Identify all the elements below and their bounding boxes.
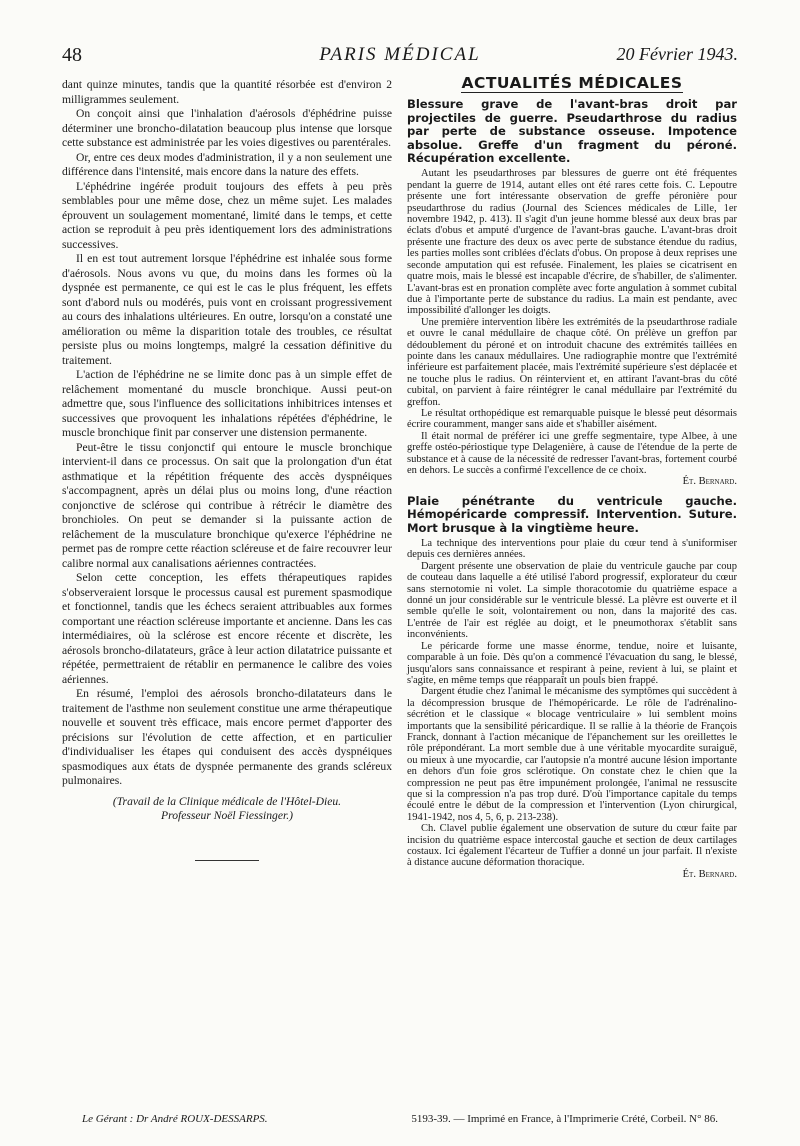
body-paragraph: Il en est tout autrement lorsque l'éphédrine est inhalée sous forme d'aérosols. Nous avons vu que, du moins dans les formes où la dyspnée est permanente, ce qui est le cas le plus fréquent, les effets sont d'abord nuls ou modérés, puis vont en croissant progressivement au cours des inhalations ultérieures. En outre, lorsqu'on a constaté une amélioration ou même la disparition totale des troubles, ce résultat persiste plus ou moins longtemps, malgré la cessation définitive du traitement. — [62, 252, 392, 367]
article-paragraph: Dargent présente une observation de plaie du ventricule gauche par coup de couteau dans laquelle a été utilisé l'abord progressif, explorateur du cœur sans sternotomie ni volet. La simple thoracotomie du quatrième espace a donné un jour considérable sur le ventricule blessé. La plèvre est ouverte et il semble qu'elle le soit, volontairement ou non, dans la majorité des cas. L'entrée de l'air est réglée au doigt, et le pneumothorax s'établit sans inconvénients. — [407, 560, 737, 641]
page-header — [62, 44, 738, 72]
article-paragraph: Autant les pseudarthroses par blessures de guerre ont été fréquentes pendant la guerre de 1914, autant elles ont été rares cette fois. C. Lepoutre présente une fort intéressante observation de greffe péronière pour pseudarthrose du radius (Journal des Sciences médicales de Lille, 1er novembre 1942, p. 413). Il s'agit d'un jeune homme blessé aux deux bras par éclats d'obus et amputé d'urgence de l'avant-bras gauche. L'avant-bras droit présente une fracture des deux os avec perte de substance étendue du radius, les parties molles sont criblées d'éclats d'obus. On propose à deux reprises une seconde amputation qui est refusée. Finalement, les plaies se cicatrisent en quatre mois, mais le blessé est incapable d'écrire, de s'habiller, de s'alimenter. L'avant-bras est en pronation complète avec forte angulation à sommet cubital due à l'importante perte de substance du radius. La main est pendante, avec impossibilité d'allonger les doigts. — [407, 168, 737, 317]
body-paragraph: L'action de l'éphédrine ne se limite donc pas à un simple effet de relâchement momentané du muscle bronchique. Aussi peut-on admettre que, sous l'influence des sollicitations inhibitrices intenses et successives que provoquent les inhalations répétées d'éphédrine, le muscle bronchique finit par conserver une distension permanente. — [62, 368, 392, 439]
rubric-title: ACTUALITÉS MÉDICALES — [461, 74, 683, 92]
body-paragraph: Peut-être le tissu conjonctif qui entoure le muscle bronchique intervient-il dans ce processus. On sait que la prolongation d'un état asthmatique et la répétition fréquente des accès dyspnéiques s'accompagnent, après un délai plus ou moins long, d'une réaction conjonctive de sclérose qui contribue à rétrécir le diamètre des bronchioles. On peut se demander si la puissante action de relâchement de la musculature bronchique qu'exerce l'éphédrine ne permet pas de rompre cette réaction scléreuse et de faire recouvrer leur calibre normal aux canalisations aériennes contractées. — [62, 440, 392, 570]
body-paragraph: Selon cette conception, les effets thérapeutiques rapides s'observeraient lorsque le processus causal est purement spasmodique et fonctionnel, tandis que les échecs seraient attribuables aux formes comportant une réaction scléreuse importante et ancienne. Dans les cas intermédiaires, où la sclérose est encore récente et discrète, les aérosols broncho-dilatateurs, grâce à leur action dilatatrice puissante et répétée, permettraient de rétablir en permanence le calibre des voies aériennes. — [62, 571, 392, 686]
article-title: Blessure grave de l'avant-bras droit par projectiles de guerre. Pseudarthrose du radius par perte de substance osseuse. Impotence absolue. Greffe d'un fragment du péroné. Récupération excellente. — [407, 97, 737, 166]
right-column — [407, 74, 737, 880]
article-paragraph: La technique des interventions pour plaie du cœur tend à s'uniformiser depuis ces dernières années. — [407, 538, 737, 561]
body-paragraph: En résumé, l'emploi des aérosols broncho-dilatateurs dans le traitement de l'asthme non seulement constitue une arme thérapeutique nouvelle et souvent très efficace, mais encore permet d'apporter des précisions sur l'évolution de cette affection, et en particulier d'individualiser les étapes qui conduisent des accès dyspnéiques spasmodiques aux états de dyspnée permanente des grands scléreux pulmonaires. — [62, 687, 392, 787]
section-rubric — [407, 74, 737, 92]
article-paragraph: Ch. Clavel publie également une observation de suture du cœur faite par incision du quatrième espace intercostal gauche et section de deux cartilages costaux. Ici également l'écarteur de Tuffier a donné un jour parfait. Il n'existe à distance aucune déformation thoracique. — [407, 823, 737, 869]
article-author: Ét. Bernard. — [682, 868, 737, 880]
footer-manager: Le Gérant : Dr André ROUX-DESSARPS. — [82, 1113, 268, 1125]
body-paragraph: Or, entre ces deux modes d'administration, il y a non seulement une différence dans l'intensité, mais encore dans la nature des effets. — [62, 150, 392, 178]
page-number: 48 — [62, 44, 82, 66]
journal-title: PARIS MÉDICAL — [319, 44, 481, 65]
article-paragraph: Il était normal de préférer ici une greffe segmentaire, type Albee, à une greffe ostéo-périostique type Delagenière, à cause de l'étendue de la perte de substance et à cause de la nécessité de redresser l'avant-bras, fortement courbé en dehors. Le succès a confirmé l'excellence de ce choix. — [407, 430, 737, 476]
article-paragraph: Le péricarde forme une masse énorme, tendue, noire et luisante, comparable à un foie. Dès qu'on a commencé l'évacuation du sang, le blessé, jusqu'alors sans connaissance et respirant à peine, revient à lui, se plaint et s'agite, en même temps que réapparaît un pouls bien frappé. — [407, 640, 737, 686]
footer-printer: 5193-39. — Imprimé en France, à l'Imprimerie Crété, Corbeil. N° 86. — [411, 1113, 718, 1125]
body-paragraph: On conçoit ainsi que l'inhalation d'aérosols d'éphédrine puisse déterminer une broncho-dilatation beaucoup plus intense que lorsque cette substance est administrée par les voies digestives ou parentérales. — [62, 107, 392, 149]
signature-line-1: (Travail de la Clinique médicale de l'Hôtel-Dieu. — [112, 794, 342, 808]
article-author: Ét. Bernard. — [682, 476, 737, 488]
body-paragraph: dant quinze minutes, tandis que la quantité résorbée est d'environ 2 milligrammes seulement. — [62, 78, 392, 106]
left-column — [62, 78, 392, 861]
article-paragraph: Le résultat orthopédique est remarquable puisque le blessé peut désormais écrire couramment, manger sans aide et s'habiller aisément. — [407, 407, 737, 431]
article-paragraph: Une première intervention libère les extrémités de la pseudarthrose radiale et ouvre le canal médullaire de chaque côté. On prélève un greffon par dédoublement du péroné et on introduit chacune des extrémités taillées en pointe dans les canaux médullaires. Une radiographie montre que l'extrémité inférieure est parfaitement placée, mais l'extrémité supérieure s'est déplacée et ne touche plus le radius. On réintervient et, en attirant l'avant-bras du côté cubital, on parvient à faire réintégrer le canal médullaire par l'extrémité du greffon. — [407, 316, 737, 408]
body-paragraph: L'éphédrine ingérée produit toujours des effets à peu près semblables pour une même dose, chez un même sujet. Les malades éprouvent un soulagement momentané, limité dans le temps, et cette action se reproduit à peu près identiquement lors des administrations successives. — [62, 179, 392, 251]
issue-date: 20 Février 1943. — [616, 44, 738, 64]
article-title: Plaie pénétrante du ventricule gauche. Hémopéricarde compressif. Intervention. Suture. Mort brusque à la vingtième heure. — [407, 493, 737, 535]
article-paragraph: Dargent étudie chez l'animal le mécanisme des symptômes qui succèdent à la décompression brusque de l'hémopéricarde. Le rôle de l'adrénalino-sécrétion et le classique « blocage ventriculaire » lui semblent moins importants que la sensibilité péricardique. Il se rallie à la théorie de François Franck, donnant à l'action mécanique de l'épanchement sur les oreillettes le rôle prépondérant. La mort semble due à une véritable myocardite suraiguë, ou mieux à une myocardie, car l'autopsie n'a montré aucune lésion importante en dehors d'un foie gros sclérotique. On constate chez le chien que la compression ne peut pas être impunément prolongée, l'animal ne ressuscite que si la compression n'a pas trop duré. D'où l'importance capitale du temps écoulé entre le début de la compression et l'intervention (Lyon chirurgical, 1941-1942, nos 4, 5, 6, p. 213-238). — [407, 686, 737, 823]
signature-line-2: Professeur Noël Fiessinger.) — [161, 809, 293, 822]
section-divider — [195, 860, 259, 861]
